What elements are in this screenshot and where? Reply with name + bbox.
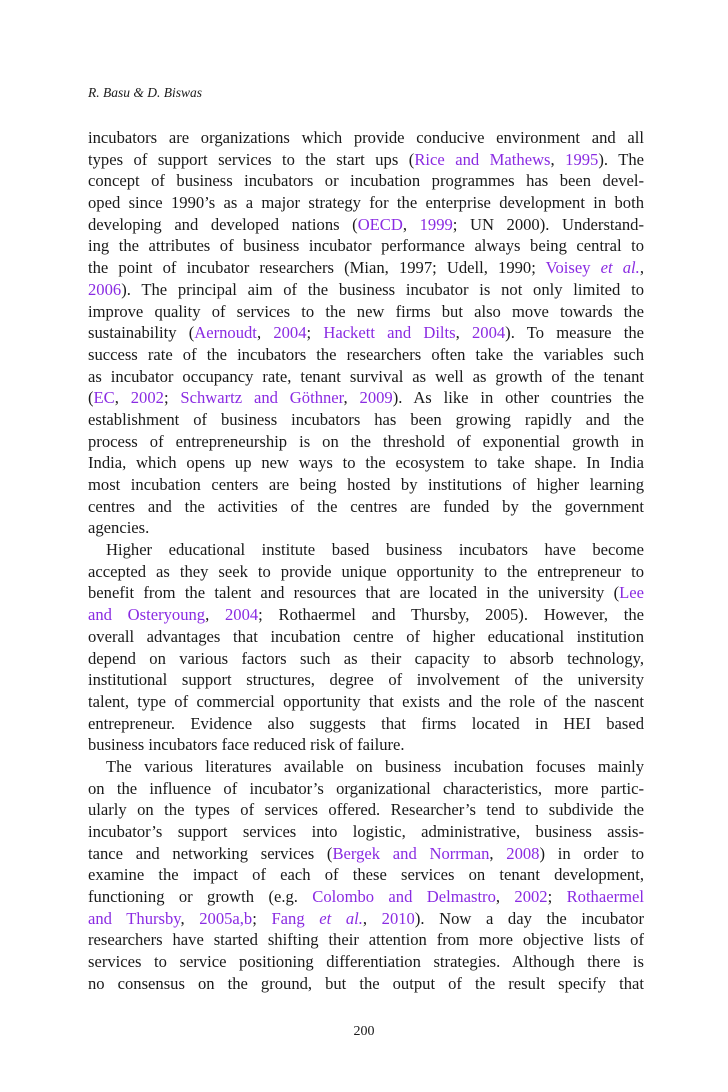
text-span: oped since 1990’s as a major strategy for the enterprise development in both [88,193,644,213]
text-span: The various literatures available on business incubation focuses mainly [106,756,644,776]
text-span: ). The principal aim of the business incubator is not only limited to [121,279,644,299]
citation-link[interactable]: 2002 [130,388,164,408]
citation-link[interactable]: Rice and Mathews [414,149,551,169]
text-line [88,713,644,735]
citation-link[interactable]: 2009 [359,388,393,408]
citation-link[interactable]: et al. [600,258,640,278]
text-line [88,409,644,431]
text-line [88,843,644,865]
text-line [88,561,644,583]
text-span: on the influence of incubator’s organizational characteristics, more partic- [88,778,644,798]
text-span: India, which opens up new ways to the ecosystem to take shape. In India [88,453,644,473]
citation-link[interactable]: 2004 [273,323,307,343]
text-span: tance and networking services ( [88,843,333,863]
text-span: Higher educational institute based business incubators have become [106,540,644,560]
citation-link[interactable]: Voisey [545,258,601,278]
text-span: business incubators face reduced risk of failure. [88,735,405,755]
text-span: establishment of business incubators has been growing rapidly and the [88,409,644,429]
text-span: , [455,323,472,343]
citation-link[interactable]: 2004 [224,605,259,625]
citation-link[interactable]: 2004 [471,323,506,343]
text-span: incubators are organizations which provide conducive environment and all [88,128,644,147]
text-span: examine the impact of each of these services on tenant development, [88,865,644,885]
citation-link[interactable]: Colombo and Delmastro [312,887,496,907]
text-span: ) in order to [539,843,645,863]
text-span: improve quality of services to the new firms but also move towards the [88,301,644,321]
text-span: accepted as they seek to provide unique opportunity to the entrepreneur to [88,561,644,581]
text-line [88,344,644,366]
text-span: success rate of the incubators the researchers often take the variables such [88,344,644,364]
citation-link[interactable]: Bergek and Norrman [332,843,490,863]
text-span: ; UN 2000). Understand- [452,214,644,234]
text-span: , [343,388,360,408]
text-line [88,127,644,149]
text-span: entrepreneur. Evidence also suggests that firms located in HEI based [88,713,644,733]
citation-link[interactable]: OECD [357,214,403,234]
text-span: benefit from the talent and resources that are located in the university ( [88,583,620,603]
text-line [88,496,644,518]
citation-link[interactable]: 2008 [506,843,540,863]
text-span: as incubator occupancy rate, tenant survival as well as growth of the tenant [88,366,644,386]
text-line [88,452,644,474]
text-line [88,951,644,973]
text-span: ; [163,388,181,408]
text-line [88,886,644,908]
text-span: , [489,843,507,863]
text-line [88,604,644,626]
text-span: process of entrepreneurship is on the threshold of exponential growth in [88,431,644,451]
text-span: ( [88,388,94,408]
text-span: , [495,887,515,907]
text-span: sustainability ( [88,323,195,343]
citation-link[interactable]: EC [93,388,115,408]
text-line [88,149,644,171]
text-span: ). The [598,149,645,169]
text-line [88,366,644,388]
text-span: ; Rothaermel and Thursby, 2005). However, the [258,605,644,625]
text-span: centres and the activities of the centres are funded by the government [88,496,644,516]
text-line [88,279,644,301]
text-span: , [256,323,274,343]
text-span: ing the attributes of business incubator performance always being central to [88,236,644,256]
citation-link[interactable]: et al. [319,908,363,928]
text-span: institutional support structures, degree of involvement of the university [88,670,644,690]
text-line [88,431,644,453]
text-span: , [205,605,225,625]
citation-link[interactable]: Aernoudt [194,323,257,343]
text-span: ). Now a day the incubator [414,908,645,928]
text-line [88,214,644,236]
page-number: 200 [353,1024,375,1039]
text-line [88,517,644,539]
text-span: concept of business incubators or incubation programmes has been devel- [88,171,644,191]
text-span: functioning or growth (e.g. [88,887,313,907]
text-span: , [402,214,420,234]
text-line [88,257,644,279]
text-span: the point of incubator researchers (Mian, 1997; Udell, 1990; [88,258,546,278]
text-span: , [362,908,382,928]
text-span: developing and developed nations ( [88,214,358,234]
text-line [88,539,644,561]
text-span: , [180,908,200,928]
text-line [88,929,644,951]
text-line [88,582,644,604]
text-line [88,301,644,323]
citation-link[interactable]: 2005a,b [199,908,253,928]
citation-link[interactable]: 1995 [565,149,599,169]
text-span: agencies. [88,518,150,538]
text-line [88,799,644,821]
text-line [88,973,644,995]
citation-link[interactable]: 2006 [88,279,122,299]
text-span: ; [547,887,567,907]
text-line [88,908,644,930]
citation-link[interactable]: Schwartz and Göthner [180,388,344,408]
text-line [88,235,644,257]
citation-link[interactable]: and Thursby [88,908,181,928]
text-line [88,864,644,886]
text-line [88,192,644,214]
text-line [88,322,644,344]
citation-link[interactable]: Rothaermel [566,887,644,907]
text-span: no consensus on the ground, but the output of the result specify that [88,973,644,993]
text-span: ). As like in other countries the [392,388,645,408]
text-span: ; [306,323,324,343]
text-line [88,170,644,192]
text-line [88,626,644,648]
body-text [88,127,644,995]
text-span: talent, type of commercial opportunity that exists and the role of the nascent [88,691,644,711]
text-line [88,474,644,496]
text-span: depend on various factors such as their capacity to absorb technology, [88,648,644,668]
citation-link[interactable]: 2010 [381,908,415,928]
citation-link[interactable]: Fang [271,908,320,928]
text-span: services to service positioning differentiation strategies. Although there is [88,952,644,972]
citation-link[interactable]: Hackett and Dilts [323,323,456,343]
text-span: researchers have started shifting their attention from more objective lists of [88,930,644,950]
text-span: types of support services to the start ups ( [88,149,415,169]
text-span: , [550,149,566,169]
text-line [88,756,644,778]
text-span: , [639,258,644,278]
citation-link[interactable]: 2002 [514,887,548,907]
citation-link[interactable]: Lee [619,583,644,603]
citation-link[interactable]: 1999 [419,214,453,234]
text-line [88,669,644,691]
text-line [88,734,644,756]
text-line [88,778,644,800]
text-span: ). To measure the [505,323,645,343]
text-line [88,648,644,670]
text-line [88,691,644,713]
text-span: , [114,388,131,408]
running-header: R. Basu & D. Biswas [88,85,203,100]
text-line [88,821,644,843]
text-line [88,387,644,409]
text-span: most incubation centers are being hosted by institutions of higher learning [88,475,644,494]
text-span: incubator’s support services into logistic, administrative, business assis- [88,822,644,841]
text-span: ularly on the types of services offered. Researcher’s tend to subdivide the [88,800,644,820]
text-span: ; [252,908,272,928]
text-span: overall advantages that incubation centre of higher educational institution [88,626,644,646]
citation-link[interactable]: and Osteryoung [88,605,206,625]
